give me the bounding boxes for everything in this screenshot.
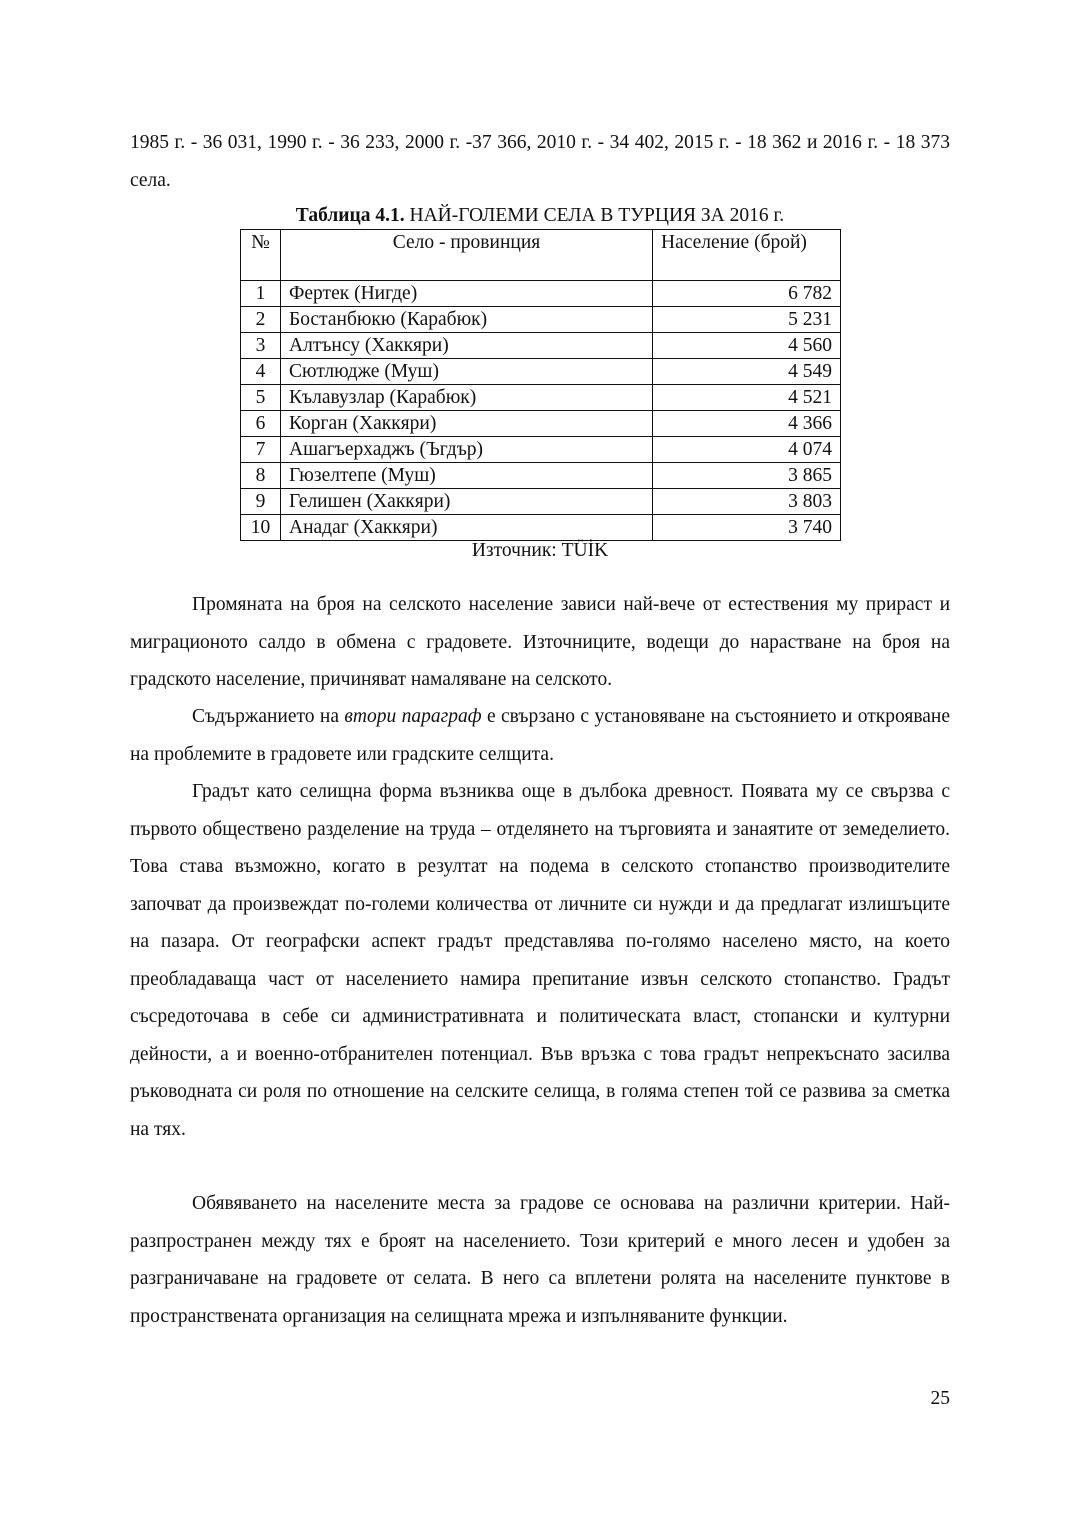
header-number: № — [241, 230, 281, 281]
row-number: 9 — [241, 489, 281, 515]
table-caption-title: НАЙ-ГОЛЕМИ СЕЛА В ТУРЦИЯ ЗА 2016 г. — [404, 205, 785, 226]
row-village: Корган (Хаккяри) — [281, 411, 653, 437]
row-village: Алтънсу (Хаккяри) — [281, 333, 653, 359]
row-village: Сютлюдже (Муш) — [281, 359, 653, 385]
row-number: 6 — [241, 411, 281, 437]
row-village: Кълавузлар (Карабюк) — [281, 385, 653, 411]
row-village: Бостанбюкю (Карабюк) — [281, 307, 653, 333]
paragraph-2 — [130, 698, 950, 773]
row-population: 5 231 — [653, 307, 841, 333]
table-caption-label: Таблица 4.1. — [295, 205, 405, 226]
paragraph-3: Градът като селищна форма възниква още в дълбока древност. Появата му се свързва с първото обществено разделение на труда – отделянето на търговията и занаятите от земеделието. Това става възможно, когато в резултат на подема в селското стопанство производителите започват да произвеждат по-големи количества от личните си нужди и да предлагат излишъците на пазара. От географски аспект градът представлява по-голямо населено място, на което преобладаваща част от населението намира препитание извън селското стопанство. Градът съсредоточава в себе си административната и политическата власт, стопански и културни дейности, а и военно-отбранителен потенциал. Във връзка с това градът непрекъснато засилва ръководната си роля по отношение на селските селища, в голяма степен той се развива за сметка на тях. — [130, 781, 950, 1140]
table-row — [241, 411, 841, 437]
row-population: 4 521 — [653, 385, 841, 411]
table-source: Източник: TÜİK — [471, 540, 609, 561]
table-row — [241, 385, 841, 411]
row-village: Гюзелтепе (Муш) — [281, 463, 653, 489]
row-village: Ашагъерхаджъ (Ъгдър) — [281, 437, 653, 463]
p2-after: е свързано с установяване на състоянието и открояване на проблемите в градовете или градските селщита. — [130, 706, 951, 765]
row-number: 1 — [241, 281, 281, 307]
row-village: Гелишен (Хаккяри) — [281, 489, 653, 515]
row-village: Анадаг (Хаккяри) — [281, 515, 653, 541]
row-number: 3 — [241, 333, 281, 359]
table-row — [241, 463, 841, 489]
table-row — [241, 437, 841, 463]
table-caption — [0, 204, 1080, 228]
intro-text: 1985 г. - 36 031, 1990 г. - 36 233, 2000 г. -37 366, 2010 г. - 34 402, 2015 г. - 18 362 и 2016 г. - 18 373 села. — [130, 132, 950, 191]
header-population: Население (брой) — [653, 230, 841, 281]
row-population: 3 803 — [653, 489, 841, 515]
villages-table — [240, 229, 841, 541]
row-number: 2 — [241, 307, 281, 333]
paragraph-1: Промяната на броя на селското население зависи най-вече от естествения му прираст и миграционото салдо в обмена с градовете. Източниците, водещи до нарастване на броя на градското население, причиняват намаляване на селското. — [130, 594, 950, 690]
row-number: 7 — [241, 437, 281, 463]
row-population: 4 366 — [653, 411, 841, 437]
row-population: 3 740 — [653, 515, 841, 541]
row-population: 4 549 — [653, 359, 841, 385]
table-header-row — [241, 230, 841, 281]
row-population: 4 560 — [653, 333, 841, 359]
table-row — [241, 281, 841, 307]
row-number: 8 — [241, 463, 281, 489]
table-row — [241, 359, 841, 385]
p2-before: Съдържанието на — [192, 706, 345, 727]
row-population: 3 865 — [653, 463, 841, 489]
table-row — [241, 515, 841, 541]
table-row — [241, 307, 841, 333]
row-population: 4 074 — [653, 437, 841, 463]
p2-italic: втори параграф — [344, 706, 482, 727]
table-row — [241, 333, 841, 359]
row-number: 4 — [241, 359, 281, 385]
paragraph-4: Обявяването на населените места за градове се основава на различни критерии. Най-разпространен между тях е броят на населението. Този критерий е много лесен и удобен за разграничаване на градовете от селата. В него са вплетени ролята на населените пунктове в пространствената организация на селищната мрежа и изпълняваните функции. — [130, 1193, 950, 1327]
row-number: 5 — [241, 385, 281, 411]
table-row — [241, 489, 841, 515]
header-village: Село - провинция — [281, 230, 653, 281]
row-population: 6 782 — [653, 281, 841, 307]
page-number: 25 — [930, 1388, 950, 1409]
row-village: Фертек (Нигде) — [281, 281, 653, 307]
row-number: 10 — [241, 515, 281, 541]
